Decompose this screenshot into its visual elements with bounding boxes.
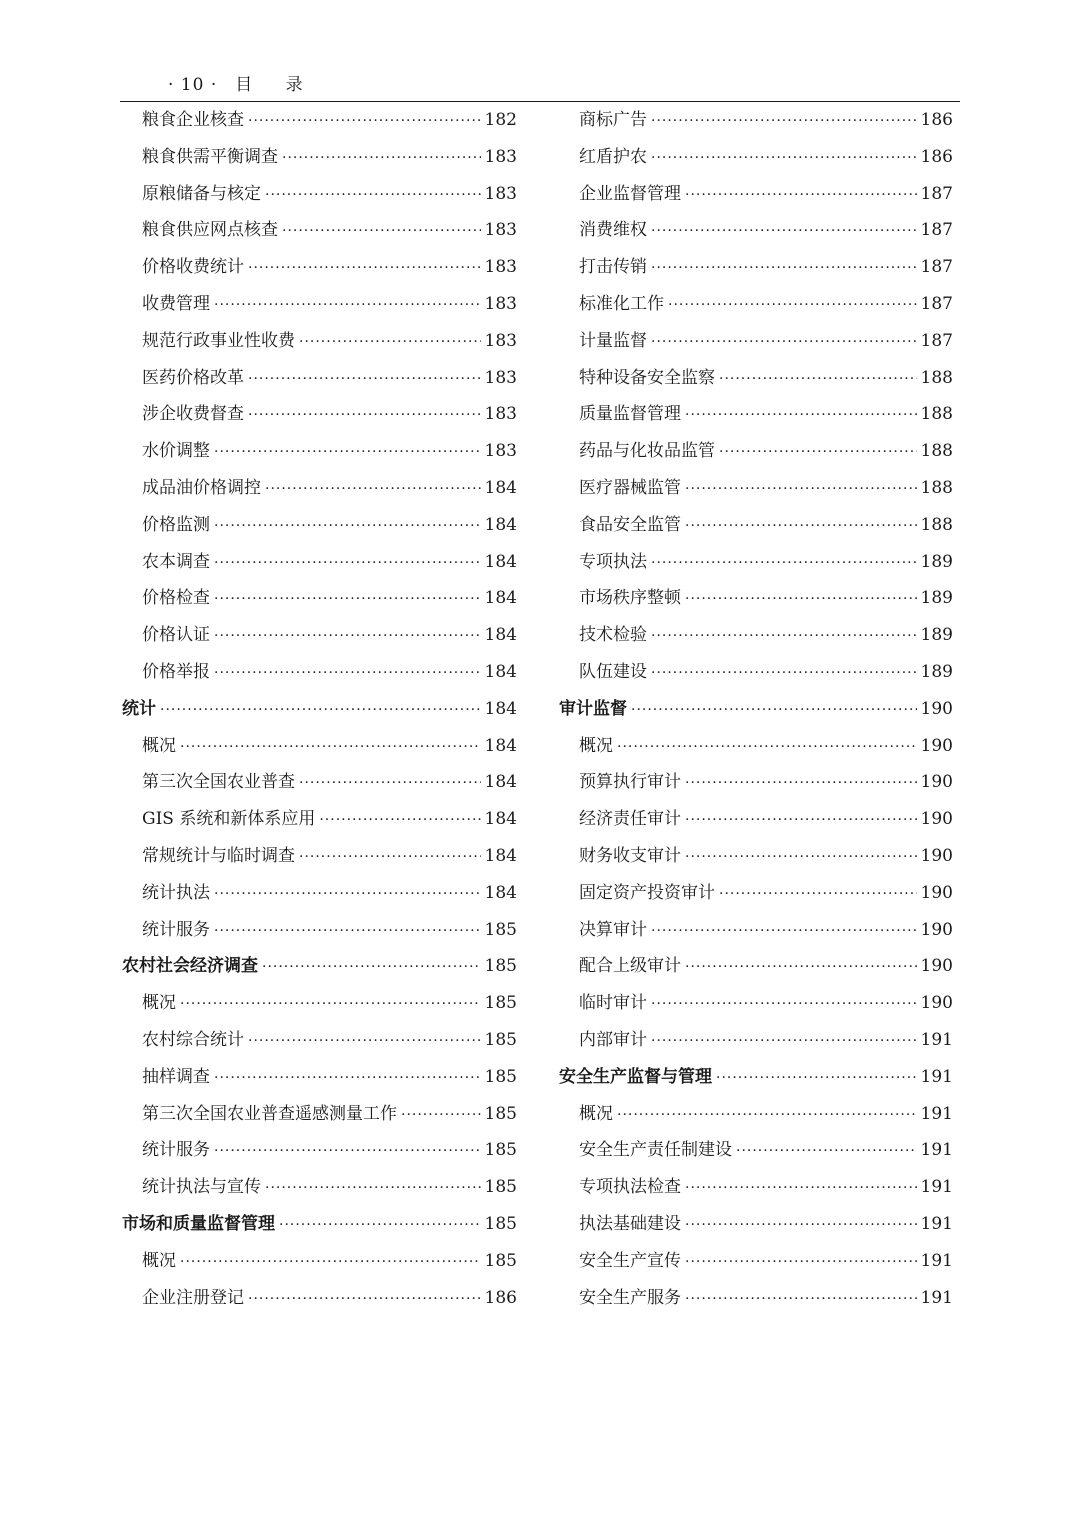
- toc-entry-label: 概况: [142, 993, 176, 1014]
- dot-leader: [214, 545, 481, 582]
- toc-entry-label: 成品油价格调控: [142, 477, 261, 498]
- toc-entry-page: 185: [484, 1029, 517, 1050]
- dot-leader: [685, 471, 917, 508]
- toc-entry-page: 188: [920, 441, 953, 462]
- dot-leader: [401, 1097, 481, 1134]
- toc-entry-label: 价格收费统计: [142, 257, 244, 278]
- toc-entry-label: 安全生产服务: [579, 1287, 681, 1308]
- toc-entry[interactable]: [122, 176, 517, 213]
- toc-entry-label: 审计监督: [559, 698, 627, 719]
- toc-entry-label: 企业注册登记: [142, 1287, 244, 1308]
- dot-leader: [214, 655, 481, 692]
- toc-entry[interactable]: [559, 1280, 953, 1317]
- dot-leader: [685, 949, 917, 986]
- toc-entry-label: 涉企收费督查: [142, 404, 244, 425]
- toc-entry[interactable]: [122, 801, 517, 838]
- dot-leader: [719, 876, 917, 913]
- dot-leader: [265, 177, 481, 214]
- toc-entry[interactable]: [559, 139, 953, 176]
- toc-entry-page: 185: [484, 1103, 517, 1124]
- toc-entry-label: 市场和质量监督管理: [122, 1213, 275, 1234]
- toc-entry-page: 184: [484, 551, 517, 572]
- toc-entry-page: 191: [920, 1066, 953, 1087]
- toc-entry[interactable]: [122, 433, 517, 470]
- toc-entry-label: 概况: [579, 735, 613, 756]
- toc-entry-label: 价格认证: [142, 625, 210, 646]
- dot-leader: [299, 765, 481, 802]
- toc-entry-label: 粮食供需平衡调查: [142, 146, 278, 167]
- toc-entry[interactable]: [559, 249, 953, 286]
- toc-entry[interactable]: [559, 764, 953, 801]
- toc-section-entry[interactable]: [122, 948, 517, 985]
- dot-leader: [265, 1170, 481, 1207]
- toc-entry[interactable]: [559, 396, 953, 433]
- toc-entry-label: 规范行政事业性收费: [142, 330, 295, 351]
- toc-entry-page: 190: [920, 772, 953, 793]
- toc-entry-label: 技术检验: [579, 625, 647, 646]
- toc-entry[interactable]: [122, 912, 517, 949]
- dot-leader: [651, 324, 917, 361]
- toc-entry-page: 188: [920, 367, 953, 388]
- toc-entry-page: 189: [920, 551, 953, 572]
- dot-leader: [651, 1023, 917, 1060]
- dot-leader: [214, 287, 481, 324]
- toc-entry[interactable]: [559, 580, 953, 617]
- toc-entry-page: 184: [484, 588, 517, 609]
- toc-entry[interactable]: [122, 360, 517, 397]
- toc-entry-page: 187: [920, 330, 953, 351]
- toc-entry-label: 市场秩序整顿: [579, 588, 681, 609]
- dot-leader: [651, 655, 917, 692]
- toc-entry-label: 概况: [142, 1250, 176, 1271]
- toc-entry[interactable]: [559, 985, 953, 1022]
- toc-entry[interactable]: [559, 433, 953, 470]
- toc-entry-label: 统计执法: [142, 882, 210, 903]
- dot-leader: [180, 729, 481, 766]
- dot-leader: [248, 1023, 481, 1060]
- dot-leader: [299, 839, 481, 876]
- dot-leader: [651, 545, 917, 582]
- toc-entry-label: 质量监督管理: [579, 404, 681, 425]
- toc-entry-label: 预算执行审计: [579, 772, 681, 793]
- toc-entry[interactable]: [122, 838, 517, 875]
- toc-entry-label: 价格举报: [142, 661, 210, 682]
- toc-entry[interactable]: [559, 470, 953, 507]
- toc-entry-page: 184: [484, 735, 517, 756]
- toc-entry-label: 药品与化妆品监管: [579, 441, 715, 462]
- toc-entry-label: 队伍建设: [579, 661, 647, 682]
- toc-entry[interactable]: [559, 176, 953, 213]
- dot-leader: [685, 581, 917, 618]
- toc-entry-page: 183: [484, 367, 517, 388]
- toc-entry[interactable]: [559, 1096, 953, 1133]
- toc-entry-page: 185: [484, 1177, 517, 1198]
- toc-entry[interactable]: [559, 360, 953, 397]
- toc-entry-label: 安全生产责任制建设: [579, 1140, 732, 1161]
- dot-leader: [180, 1244, 481, 1281]
- toc-entry-label: 价格监测: [142, 514, 210, 535]
- toc-entry-page: 184: [484, 772, 517, 793]
- dot-leader: [214, 508, 481, 545]
- toc-entry-label: 企业监督管理: [579, 183, 681, 204]
- dot-leader: [248, 250, 481, 287]
- dot-leader: [651, 913, 917, 950]
- dot-leader: [265, 471, 481, 508]
- toc-entry-page: 186: [484, 1287, 517, 1308]
- dot-leader: [631, 692, 917, 729]
- toc-entry-page: 191: [920, 1029, 953, 1050]
- toc-entry[interactable]: [122, 1096, 517, 1133]
- toc-entry[interactable]: [559, 1132, 953, 1169]
- toc-entry-label: 商标广告: [579, 110, 647, 130]
- toc-entry-label: 农村综合统计: [142, 1029, 244, 1050]
- dot-leader: [319, 802, 480, 839]
- dot-leader: [214, 434, 481, 471]
- toc-entry-page: 187: [920, 220, 953, 241]
- toc-entry[interactable]: [559, 617, 953, 654]
- dot-leader: [685, 802, 917, 839]
- toc-entry[interactable]: [559, 912, 953, 949]
- dot-leader: [719, 434, 917, 471]
- toc-entry-label: 执法基础建设: [579, 1213, 681, 1234]
- dot-leader: [214, 876, 481, 913]
- toc-entry[interactable]: [559, 323, 953, 360]
- toc-entry-label: 统计执法与宣传: [142, 1177, 261, 1198]
- toc-entry[interactable]: [122, 139, 517, 176]
- toc-entry-label: 统计服务: [142, 919, 210, 940]
- toc-entry-label: 经济责任审计: [579, 809, 681, 830]
- dot-leader: [299, 324, 481, 361]
- toc-entry-page: 186: [920, 110, 953, 130]
- toc-entry-label: 配合上级审计: [579, 956, 681, 977]
- toc-entry[interactable]: [122, 617, 517, 654]
- toc-entry[interactable]: [122, 470, 517, 507]
- dot-leader: [214, 1060, 481, 1097]
- dot-leader: [651, 986, 917, 1023]
- toc-entry-page: 185: [484, 956, 517, 977]
- toc-entry-label: 固定资产投资审计: [579, 882, 715, 903]
- toc-entry[interactable]: [559, 1169, 953, 1206]
- toc-entry-page: 190: [920, 809, 953, 830]
- toc-entry[interactable]: [122, 323, 517, 360]
- dot-leader: [160, 692, 481, 729]
- toc-entry-label: 原粮储备与核定: [142, 183, 261, 204]
- toc-entry-label: 概况: [579, 1103, 613, 1124]
- toc-entry-page: 183: [484, 220, 517, 241]
- dot-leader: [617, 1097, 917, 1134]
- toc-entry[interactable]: [559, 654, 953, 691]
- toc-entry-page: 187: [920, 257, 953, 278]
- dot-leader: [248, 103, 481, 140]
- dot-leader: [716, 1060, 917, 1097]
- toc-entry-page: 183: [484, 441, 517, 462]
- toc-entry[interactable]: [122, 1169, 517, 1206]
- toc-entry-label: 农村社会经济调查: [122, 956, 258, 977]
- toc-section-entry[interactable]: [559, 691, 953, 728]
- dot-leader: [668, 287, 917, 324]
- toc-entry-page: 190: [920, 956, 953, 977]
- toc-entry-page: 189: [920, 625, 953, 646]
- toc-entry-label: GIS 系统和新体系应用: [142, 809, 316, 830]
- toc-entry-label: 财务收支审计: [579, 845, 681, 866]
- dot-leader: [282, 140, 481, 177]
- dot-leader: [719, 361, 917, 398]
- dot-leader: [214, 1133, 481, 1170]
- dot-leader: [262, 949, 481, 986]
- toc-entry-page: 190: [920, 993, 953, 1014]
- toc-entry-page: 184: [484, 698, 517, 719]
- toc-section-entry[interactable]: [122, 1206, 517, 1243]
- toc-entry-page: 185: [484, 1066, 517, 1087]
- toc-entry-page: 191: [920, 1140, 953, 1161]
- toc-entry-label: 医药价格改革: [142, 367, 244, 388]
- toc-entry-label: 安全生产宣传: [579, 1250, 681, 1271]
- toc-entry[interactable]: [122, 249, 517, 286]
- toc-entry[interactable]: [559, 286, 953, 323]
- dot-leader: [685, 1207, 917, 1244]
- toc-entry-page: 185: [484, 1250, 517, 1271]
- toc-entry[interactable]: [122, 1280, 517, 1317]
- dot-leader: [685, 765, 917, 802]
- toc-entry[interactable]: [559, 544, 953, 581]
- toc-entry-page: 184: [484, 882, 517, 903]
- toc-entry-label: 统计: [122, 698, 156, 719]
- toc-entry-page: 184: [484, 661, 517, 682]
- toc-entry-page: 184: [484, 514, 517, 535]
- toc-entry-label: 医疗器械监管: [579, 477, 681, 498]
- toc-entry-label: 计量监督: [579, 330, 647, 351]
- toc-entry[interactable]: [122, 1132, 517, 1169]
- toc-entry[interactable]: [559, 948, 953, 985]
- toc-entry-page: 187: [920, 183, 953, 204]
- toc-entry-page: 183: [484, 257, 517, 278]
- dot-leader: [685, 1244, 917, 1281]
- toc-entry-page: 184: [484, 477, 517, 498]
- toc-entry-page: 191: [920, 1287, 953, 1308]
- toc-entry-label: 标准化工作: [579, 293, 664, 314]
- toc-entry[interactable]: [122, 875, 517, 912]
- toc-entry[interactable]: [122, 764, 517, 801]
- toc-entry-label: 食品安全监管: [579, 514, 681, 535]
- toc-entry-label: 概况: [142, 735, 176, 756]
- toc-entry-label: 临时审计: [579, 993, 647, 1014]
- toc-entry[interactable]: [122, 102, 517, 139]
- toc-entry-label: 安全生产监督与管理: [559, 1066, 712, 1087]
- toc-section-entry[interactable]: [559, 1059, 953, 1096]
- toc-entry-label: 决算审计: [579, 919, 647, 940]
- dot-leader: [685, 177, 917, 214]
- dot-leader: [736, 1133, 917, 1170]
- toc-entry-page: 186: [920, 146, 953, 167]
- toc-entry-label: 红盾护农: [579, 146, 647, 167]
- toc-entry-page: 188: [920, 477, 953, 498]
- toc-entry-page: 183: [484, 330, 517, 351]
- toc-entry-label: 水价调整: [142, 441, 210, 462]
- dot-leader: [651, 103, 917, 140]
- toc-entry-page: 189: [920, 588, 953, 609]
- toc-entry-page: 184: [484, 845, 517, 866]
- toc-entry-label: 第三次全国农业普查: [142, 772, 295, 793]
- dot-leader: [617, 729, 917, 766]
- dot-leader: [214, 581, 481, 618]
- page-title: 目 录: [235, 75, 317, 95]
- toc-entry[interactable]: [122, 212, 517, 249]
- toc-entry[interactable]: [559, 728, 953, 765]
- toc-entry-label: 常规统计与临时调查: [142, 845, 295, 866]
- toc-entry[interactable]: [122, 728, 517, 765]
- toc-entry-page: 185: [484, 993, 517, 1014]
- toc-entry-page: 184: [484, 625, 517, 646]
- dot-leader: [685, 397, 917, 434]
- dot-leader: [214, 618, 481, 655]
- toc-entry-page: 190: [920, 735, 953, 756]
- toc-entry-label: 粮食供应网点核查: [142, 220, 278, 241]
- toc-entry-page: 185: [484, 1140, 517, 1161]
- toc-entry[interactable]: [559, 875, 953, 912]
- dot-leader: [248, 397, 481, 434]
- dot-leader: [282, 213, 481, 250]
- toc-entry[interactable]: [559, 102, 953, 139]
- toc-entry[interactable]: [559, 1243, 953, 1280]
- toc-entry-label: 打击传销: [579, 257, 647, 278]
- toc-entry[interactable]: [122, 507, 517, 544]
- toc-entry-page: 191: [920, 1177, 953, 1198]
- toc-entry[interactable]: [559, 1022, 953, 1059]
- toc-entry-label: 农本调查: [142, 551, 210, 572]
- toc-entry-page: 185: [484, 919, 517, 940]
- toc-entry-page: 188: [920, 404, 953, 425]
- toc-entry-label: 专项执法检查: [579, 1177, 681, 1198]
- toc-entry[interactable]: [559, 801, 953, 838]
- dot-leader: [651, 250, 917, 287]
- toc-entry[interactable]: [122, 286, 517, 323]
- toc-entry-label: 内部审计: [579, 1029, 647, 1050]
- toc-entry-label: 粮食企业核查: [142, 110, 244, 130]
- toc-entry-page: 184: [484, 809, 517, 830]
- page-number: · 10 ·: [168, 75, 218, 95]
- dot-leader: [248, 1281, 481, 1318]
- toc-entry[interactable]: [122, 1243, 517, 1280]
- dot-leader: [685, 508, 917, 545]
- toc-entry-label: 特种设备安全监察: [579, 367, 715, 388]
- dot-leader: [651, 213, 917, 250]
- toc-entry[interactable]: [122, 1059, 517, 1096]
- toc-entry-page: 183: [484, 404, 517, 425]
- toc-entry-label: 价格检查: [142, 588, 210, 609]
- toc-entry[interactable]: [559, 1206, 953, 1243]
- dot-leader: [651, 140, 917, 177]
- toc-entry-page: 182: [484, 110, 517, 130]
- dot-leader: [279, 1207, 481, 1244]
- toc-entry-label: 收费管理: [142, 293, 210, 314]
- toc-entry-label: 第三次全国农业普查遥感测量工作: [142, 1103, 397, 1124]
- toc-entry[interactable]: [122, 654, 517, 691]
- dot-leader: [685, 839, 917, 876]
- toc-entry-page: 190: [920, 698, 953, 719]
- toc-entry[interactable]: [122, 985, 517, 1022]
- toc-entry-page: 190: [920, 919, 953, 940]
- dot-leader: [685, 1170, 917, 1207]
- toc-entry-label: 专项执法: [579, 551, 647, 572]
- toc-entry-page: 189: [920, 661, 953, 682]
- toc-entry-page: 183: [484, 146, 517, 167]
- toc-entry-label: 统计服务: [142, 1140, 210, 1161]
- toc-right-column: [559, 102, 953, 1316]
- dot-leader: [214, 913, 481, 950]
- toc-entry-page: 185: [484, 1213, 517, 1234]
- toc-entry-page: 188: [920, 514, 953, 535]
- toc-entry-label: 抽样调查: [142, 1066, 210, 1087]
- toc-entry-page: 190: [920, 882, 953, 903]
- page-header: [168, 70, 317, 95]
- toc-section-entry[interactable]: [122, 691, 517, 728]
- toc-entry[interactable]: [559, 507, 953, 544]
- toc-entry-page: 183: [484, 293, 517, 314]
- toc-entry[interactable]: [559, 212, 953, 249]
- toc-entry[interactable]: [559, 838, 953, 875]
- toc-entry-page: 190: [920, 845, 953, 866]
- toc-entry-page: 191: [920, 1213, 953, 1234]
- toc-entry-page: 187: [920, 293, 953, 314]
- toc-entry[interactable]: [122, 396, 517, 433]
- dot-leader: [651, 618, 917, 655]
- dot-leader: [180, 986, 481, 1023]
- toc-entry[interactable]: [122, 544, 517, 581]
- toc-entry[interactable]: [122, 1022, 517, 1059]
- toc-entry-label: 消费维权: [579, 220, 647, 241]
- toc-entry[interactable]: [122, 580, 517, 617]
- toc-entry-page: 183: [484, 183, 517, 204]
- toc-entry-page: 191: [920, 1103, 953, 1124]
- dot-leader: [248, 361, 481, 398]
- toc-entry-page: 191: [920, 1250, 953, 1271]
- dot-leader: [685, 1281, 917, 1318]
- toc-left-column: [122, 102, 517, 1316]
